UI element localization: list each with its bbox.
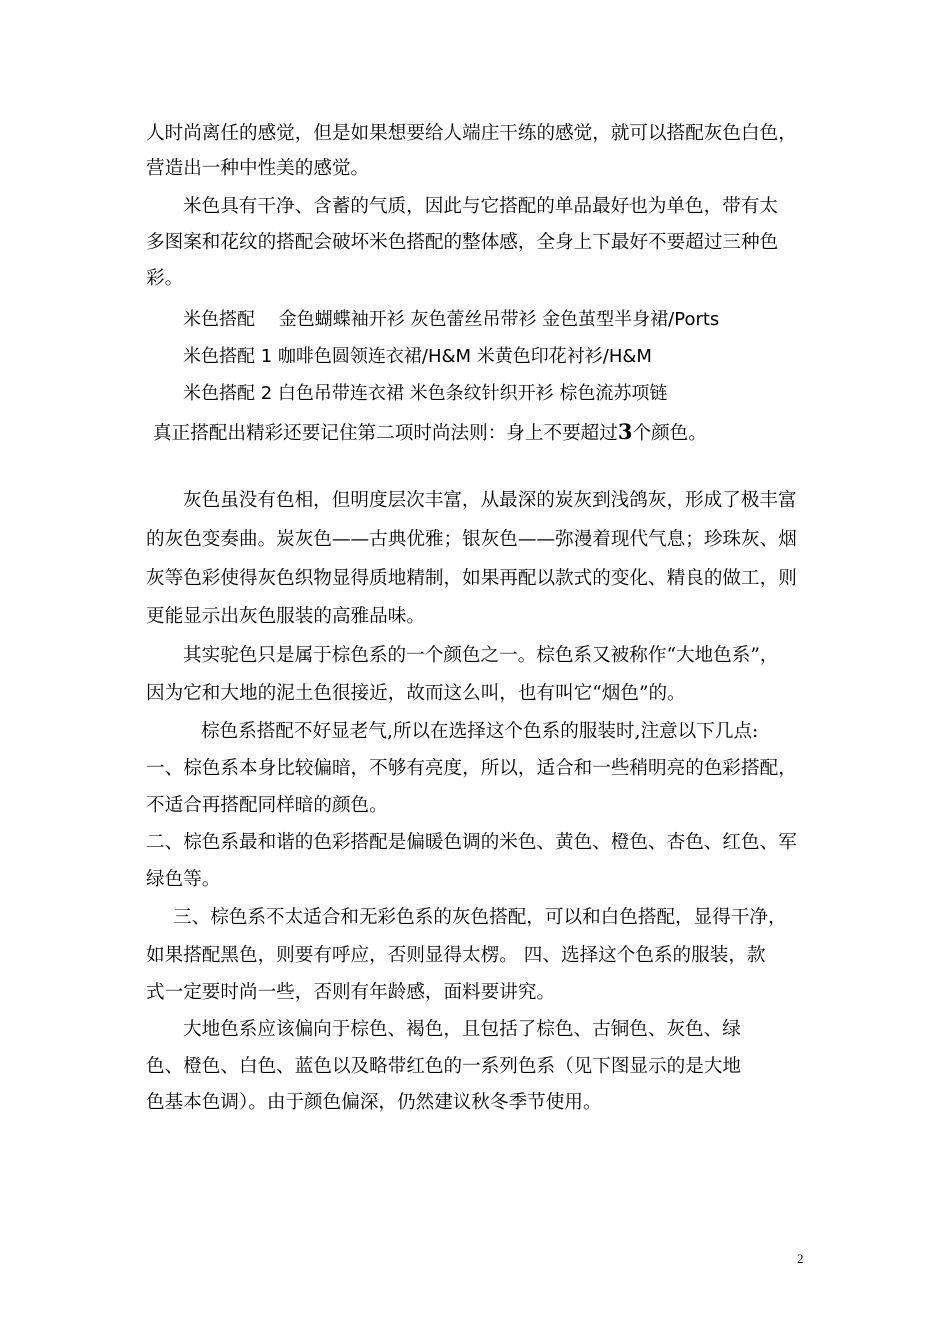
paragraph-line: 的灰色变奏曲。炭灰色——古典优雅；银灰色——弥漫着现代气息；珍珠灰、烟 xyxy=(146,529,797,550)
paragraph-line: 多图案和花纹的搭配会破坏米色搭配的整体感，全身上下最好不要超过三种色 xyxy=(146,232,779,253)
paragraph-line: 彩。 xyxy=(146,268,184,289)
outfit-list-line: 米色搭配 金色蝴蝶袖开衫 灰色蕾丝吊带衫 金色茧型半身裙/Ports xyxy=(183,309,720,330)
paragraph-line: 人时尚离任的感觉，但是如果想要给人端庄干练的感觉，就可以搭配灰色白色， xyxy=(146,123,797,144)
paragraph-line: 大地色系应该偏向于棕色、褐色，且包括了棕色、古铜色、灰色、绿 xyxy=(183,1019,741,1040)
outfit-list-line: 米色搭配 2 白色吊带连衣裙 米色条纹针织开衫 棕色流苏项链 xyxy=(183,383,668,404)
list-item-line: 不适合再搭配同样暗的颜色。 xyxy=(146,795,388,816)
rule-text-end: 个颜色。 xyxy=(632,423,707,444)
list-item-line: 绿色等。 xyxy=(146,869,221,890)
paragraph-line: 营造出一种中性美的感觉。 xyxy=(146,158,370,179)
paragraph-line: 其实驼色只是属于棕色系的一个颜色之一。棕色系又被称作“大地色系”， xyxy=(183,645,779,666)
list-item-line: 如果搭配黑色，则要有呼应，否则显得太楞。 四、选择这个色系的服装，款 xyxy=(146,945,766,966)
rule-text: 真正搭配出精彩还要记住第二项时尚法则：身上不要超过 xyxy=(153,423,618,444)
rule-line xyxy=(153,419,707,447)
paragraph-line: 灰色虽没有色相，但明度层次丰富，从最深的炭灰到浅鸽灰，形成了极丰富 xyxy=(183,490,797,511)
paragraph-line: 棕色系搭配不好显老气,所以在选择这个色系的服装时,注意以下几点: xyxy=(201,721,759,742)
list-item-line: 一、棕色系本身比较偏暗，不够有亮度，所以，适合和一些稍明亮的色彩搭配， xyxy=(146,758,797,779)
paragraph-line: 更能显示出灰色服装的高雅品味。 xyxy=(146,606,425,627)
paragraph-line: 米色具有干净、含蓄的气质，因此与它搭配的单品最好也为单色，带有太 xyxy=(183,196,779,217)
paragraph-line: 色基本色调）。由于颜色偏深，仍然建议秋冬季节使用。 xyxy=(146,1092,602,1113)
page-number: 2 xyxy=(797,1251,804,1266)
outfit-list-line: 米色搭配 1 咖啡色圆领连衣裙/H&M 米黄色印花衬衫/H&M xyxy=(183,346,652,367)
list-item-line: 三、棕色系不太适合和无彩色系的灰色搭配，可以和白色搭配，显得干净， xyxy=(173,907,787,928)
paragraph-line: 灰等色彩使得灰色织物显得质地精制，如果再配以款式的变化、精良的做工，则 xyxy=(146,568,797,589)
paragraph-line: 色、橙色、白色、蓝色以及略带红色的一系列色系（见下图显示的是大地 xyxy=(146,1056,742,1077)
rule-number: 3 xyxy=(617,419,633,444)
list-item-line: 式一定要时尚一些，否则有年龄感，面料要讲究。 xyxy=(146,982,556,1003)
paragraph-line: 因为它和大地的泥土色很接近，故而这么叫，也有叫它“烟色”的。 xyxy=(146,683,686,704)
list-item-line: 二、棕色系最和谐的色彩搭配是偏暖色调的米色、黄色、橙色、杏色、红色、军 xyxy=(146,832,797,853)
